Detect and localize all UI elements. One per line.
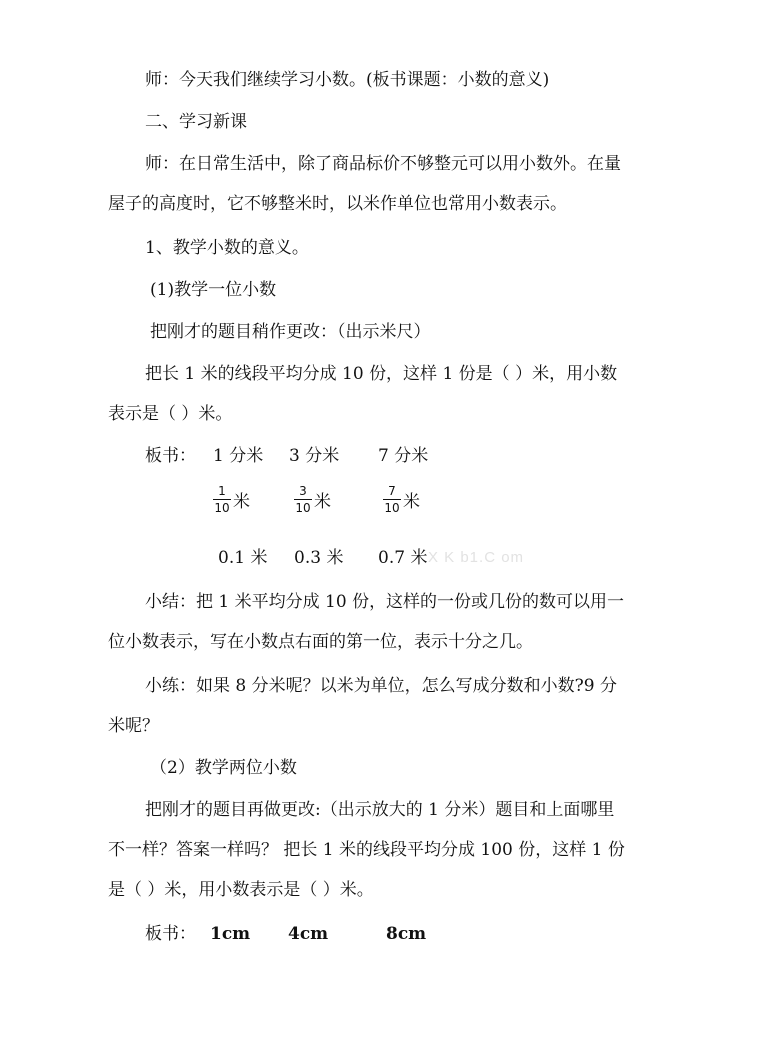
fraction-2-denominator: 10 — [295, 501, 311, 515]
fraction-1-unit: 米 — [233, 492, 250, 512]
paragraph-question-line1: 把长 1 米的线段平均分成 10 份，这样 1 份是（ ）米，用小数 — [145, 364, 618, 384]
paragraph-second-line3: 是（ ）米，用小数表示是（ ）米。 — [108, 880, 374, 900]
summary-line1: 小结：把 1 米平均分成 10 份，这样的一份或几份的数可以用一 — [145, 592, 625, 612]
paragraph-teacher-line1: 师：在日常生活中，除了商品标价不够整元可以用小数外。在量 — [145, 154, 621, 174]
paragraph-question-line2: 表示是（ ）米。 — [108, 404, 233, 424]
fraction-bar — [213, 499, 231, 500]
board2-item-3: 8cm — [386, 924, 427, 944]
board2-label: 板书： — [145, 924, 196, 944]
fraction-1-numerator: 1 — [218, 484, 226, 498]
decimal-2: 0.3 米 — [294, 548, 344, 568]
board-label: 板书： — [145, 446, 196, 466]
subheading-two-decimals: （2）教学两位小数 — [150, 758, 297, 778]
paragraph-second-line2: 不一样？答案一样吗？ 把长 1 米的线段平均分成 100 份，这样 1 份 — [108, 840, 625, 860]
fraction-1-denominator: 10 — [214, 501, 230, 515]
decimal-1: 0.1 米 — [218, 548, 268, 568]
fraction-1 — [213, 484, 250, 515]
decimal-3: 0.7 米 — [378, 548, 428, 568]
section-heading: 二、学习新课 — [145, 112, 247, 132]
fraction-3-numerator: 7 — [388, 484, 396, 498]
practice-line1: 小练：如果 8 分米呢？以米为单位，怎么写成分数和小数?9 分 — [145, 676, 617, 696]
paragraph-intro: 师：今天我们继续学习小数。(板书课题：小数的意义) — [145, 70, 550, 90]
summary-line2: 位小数表示，写在小数点右面的第一位，表示十分之几。 — [108, 632, 533, 652]
paragraph-teacher-line2: 屋子的高度时，它不够整米时，以米作单位也常用小数表示。 — [108, 194, 567, 214]
paragraph-second-line1: 把刚才的题目再做更改:（出示放大的 1 分米）题目和上面哪里 — [145, 800, 615, 820]
subheading-meaning: 1、教学小数的意义。 — [145, 238, 309, 258]
fraction-bar — [383, 499, 401, 500]
fraction-2 — [294, 484, 331, 515]
practice-line2: 米呢？ — [108, 716, 159, 736]
fraction-3 — [383, 484, 420, 515]
board-item-3: 7 分米 — [378, 446, 429, 466]
watermark-text: X K b1.C om — [428, 549, 525, 566]
fraction-bar — [294, 499, 312, 500]
fraction-3-denominator: 10 — [384, 501, 400, 515]
fraction-2-numerator: 3 — [299, 484, 307, 498]
paragraph-modify: 把刚才的题目稍作更改：（出示米尺） — [150, 322, 431, 342]
fraction-3-unit: 米 — [403, 492, 420, 512]
board2-item-2: 4cm — [288, 924, 329, 944]
board-item-1: 1 分米 — [213, 446, 264, 466]
subheading-one-decimal: (1)教学一位小数 — [150, 280, 277, 300]
fraction-2-unit: 米 — [314, 492, 331, 512]
board-item-2: 3 分米 — [289, 446, 340, 466]
board2-item-1: 1cm — [210, 924, 251, 944]
